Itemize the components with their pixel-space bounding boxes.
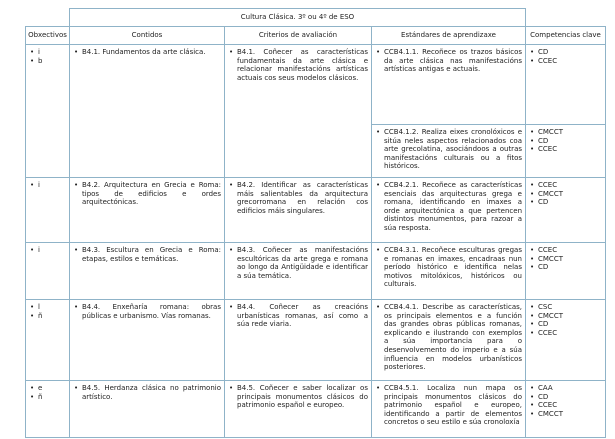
objectives-cell [26,243,70,300]
standards-cell [372,300,526,381]
standard-text: • CCB4.2.1. Recoñece as características esenciais das arquitecturas grega e romana, identificando en imaxes a orde arquitectónica a que pertencen distintos monumentos, para razoar a súa resposta. [375,181,522,233]
criteria-cell [225,45,372,178]
competency-item: • CMCCT [529,312,602,321]
objective-item: • l [29,303,66,312]
objective-item: • ñ [29,312,66,321]
header-standards: Estándares de aprendizaxe [372,27,526,45]
competencies-cell [526,125,606,178]
competency-item: • CSC [529,303,602,312]
objectives-cell [26,300,70,381]
competency-item: • CD [529,320,602,329]
criteria-text: • B4.2. Identificar as características máis salientables da arquitectura grecorromana en relación cos edificios máis singulares. [228,181,368,215]
header-content: Contidos [70,27,225,45]
standard-text: • CCB4.3.1. Recoñece esculturas gregas e romanas en imaxes, encadraas nun período histórico e identifica nelas motivos mitolóxicos, históricos ou culturais. [375,246,522,289]
content-text: • B4.1. Fundamentos da arte clásica. [73,48,221,57]
standard-text: • CCB4.1.2. Realiza eixes cronolóxicos e sitúa neles aspectos relacionados coa arte grecolatina, asociándoos a outras manifestacións culturais ou a fitos históricos. [375,128,522,171]
standard-text: • CCB4.4.1. Describe as características, os principais elementos e a función das grandes obras públicas romanas, explicando e ilustrando con exemplos a súa importancia para o desenvolvemento do imperio e a súa influencia en modelos urbanísticos posteriores. [375,303,522,372]
curriculum-table-container [25,8,606,438]
header-criteria: Criterios de avaliación [225,27,372,45]
content-cell [70,300,225,381]
competency-item: • CD [529,263,602,272]
criteria-cell [225,381,372,438]
standard-text: • CCB4.1.1. Recoñece os trazos básicos da arte clásica nas manifestacións artísticas antigas e actuais. [375,48,522,74]
content-cell [70,381,225,438]
competencies-cell [526,45,606,125]
criteria-cell [225,300,372,381]
content-cell [70,178,225,243]
objectives-cell [26,381,70,438]
standards-cell [372,381,526,438]
criteria-text: • B4.4. Coñecer as creacións urbanísticas romanas, así como a súa rede viaria. [228,303,368,329]
content-text: • B4.4. Enxeñaría romana: obras públicas e urbanismo. Vías romanas. [73,303,221,320]
competency-item: • CCEC [529,401,602,410]
header-objectives: Obxectivos [26,27,70,45]
curriculum-table [25,8,606,438]
competency-item: • CD [529,48,602,57]
competency-item: • CAA [529,384,602,393]
objective-item: • i [29,246,66,255]
content-cell [70,243,225,300]
criteria-cell [225,243,372,300]
competency-item: • CD [529,198,602,207]
competency-item: • CCEC [529,57,602,66]
competency-item: • CD [529,137,602,146]
table-title: Cultura Clásica. 3º ou 4º de ESO [70,9,526,27]
criteria-text: • B4.5. Coñecer e saber localizar os principais monumentos clásicos do patrimonio español e europeo. [228,384,368,410]
standard-text: • CCB4.5.1. Localiza nun mapa os principais monumentos clásicos do patrimonio español e europeo, identificando a partir de elementos concretos o seu estilo e súa cronoloxía [375,384,522,427]
standards-cell [372,178,526,243]
criteria-text: • B4.1. Coñecer as características fundamentais da arte clásica e relacionar manifestacións artísticas actuais cos seus modelos clásicos. [228,48,368,82]
objectives-cell [26,45,70,178]
competency-item: • CMCCT [529,190,602,199]
header-row [26,27,606,45]
content-text: • B4.3. Escultura en Grecia e Roma: etapas, estilos e temáticas. [73,246,221,263]
competency-item: • CCEC [529,145,602,154]
header-competencies: Competencias clave [526,27,606,45]
table-row [26,178,606,243]
title-row [26,9,606,27]
competencies-cell [526,243,606,300]
objective-item: • e [29,384,66,393]
standards-cell [372,243,526,300]
content-text: • B4.5. Herdanza clásica no patrimonio artístico. [73,384,221,401]
content-text: • B4.2. Arquitectura en Grecia e Roma: tipos de edificios e ordes arquitectónicas. [73,181,221,207]
standards-cell [372,45,526,125]
competencies-cell [526,381,606,438]
objective-item: • i [29,181,66,190]
objective-item: • i [29,48,66,57]
standards-cell [372,125,526,178]
competency-item: • CD [529,393,602,402]
objectives-cell [26,178,70,243]
table-row [26,300,606,381]
competency-item: • CCEC [529,329,602,338]
table-row [26,243,606,300]
criteria-text: • B4.3. Coñecer as manifestacións escultóricas da arte grega e romana ao longo da Antigüidade e identificar a súa temática. [228,246,368,280]
competency-item: • CMCCT [529,128,602,137]
objective-item: • ñ [29,393,66,402]
competencies-cell [526,178,606,243]
competency-item: • CCEC [529,181,602,190]
objective-item: • b [29,57,66,66]
competency-item: • CMCCT [529,255,602,264]
table-row [26,45,606,125]
content-cell [70,45,225,178]
criteria-cell [225,178,372,243]
competencies-cell [526,300,606,381]
competency-item: • CMCCT [529,410,602,419]
competency-item: • CCEC [529,246,602,255]
table-row [26,381,606,438]
